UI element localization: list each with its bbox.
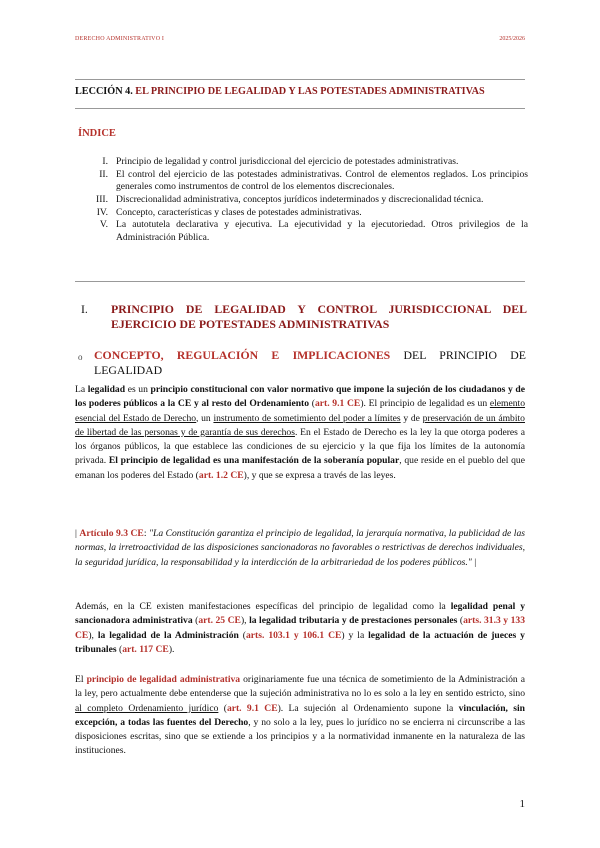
article-reference: arts. 103.1 y 106.1 CE	[246, 629, 342, 641]
text: (	[192, 615, 199, 627]
list-item-text: La autotutela declarativa y ejecutiva. La ejecutividad y la ejecutoriedad. Otros privilegios de la Administración Pública.	[116, 219, 528, 243]
list-item	[78, 194, 528, 206]
underlined-text: elemento esencial del Estado de Derecho	[75, 398, 526, 424]
divider-top	[75, 79, 525, 80]
header-course: DERECHO ADMINISTRATIVO I	[75, 36, 165, 42]
section-heading	[75, 302, 527, 332]
lesson-name: EL PRINCIPIO DE LEGALIDAD Y LAS POTESTADES ADMINISTRATIVAS	[135, 86, 485, 97]
subsection-heading	[78, 348, 526, 378]
underlined-text: al completo Ordenamiento jurídico	[75, 702, 219, 714]
list-item	[78, 219, 528, 243]
bold-text: la legalidad de la Administración	[97, 629, 239, 641]
text: El	[75, 674, 87, 685]
bold-text: El principio de legalidad es una manifestación de la soberanía popular	[108, 455, 400, 467]
list-item	[78, 207, 528, 219]
text: (	[457, 615, 464, 627]
list-item-text: Principio de legalidad y control jurisdiccional del ejercicio de potestades administrativas.	[116, 156, 459, 167]
divider-index	[75, 281, 525, 282]
text: es un	[125, 384, 151, 395]
text: . En el Estado de Derecho es la ley la que otorga poderes a los órganos públicos, la que establece las condiciones de su ejercicio y la que fija los límites de la autonomía privada.	[75, 426, 525, 467]
lesson-title	[75, 86, 525, 97]
bold-text: legalidad penal y sancionadora administrativa	[75, 601, 525, 627]
list-item-text: Discrecionalidad administrativa, conceptos jurídicos indeterminados y discrecionalidad técnica.	[116, 193, 484, 205]
list-item-number: I.	[102, 156, 108, 167]
header-year: 2025/2026	[499, 36, 525, 42]
bold-text: la legalidad tributaria y de prestaciones personales	[249, 615, 458, 627]
bold-text: vinculación, sin excepción, a todas las fuentes del Derecho	[75, 702, 526, 728]
article-reference: arts. 31.3 y 133 CE	[75, 615, 525, 641]
article-reference: art. 117 CE	[122, 643, 169, 655]
list-item	[78, 169, 528, 193]
list-item-number: II.	[99, 168, 108, 180]
text: ) y la	[341, 629, 369, 641]
highlighted-term: principio de legalidad administrativa	[86, 674, 241, 685]
lesson-number: LECCIÓN 4.	[75, 86, 133, 97]
quote-text: "La Constitución garantiza el principio de legalidad, la jerarquía normativa, la publicidad de las normas, la irretroactividad de las disposiciones sancionadoras no favorables o restrictivas de derechos individuales, la seguridad jurídica, la responsabilidad y la interdicción de la arbitrariedad de los poderes públicos."	[75, 528, 525, 568]
text: (	[116, 643, 123, 655]
text: ), y que se expresa a través de las leyes.	[243, 469, 396, 481]
text: ),	[240, 615, 250, 627]
text: Además, en la CE existen manifestaciones específicas del principio de legalidad como la	[75, 601, 451, 612]
subsection-title-rest: DEL PRINCIPIO DE LEGALIDAD	[94, 348, 526, 377]
text: (	[238, 629, 246, 641]
paragraph-legalidad	[75, 383, 525, 483]
list-item-number: III.	[96, 193, 108, 205]
underlined-text: preservación de un ámbito de libertad de las personas y de garantía de sus derechos	[75, 412, 525, 438]
section-title: PRINCIPIO DE LEGALIDAD Y CONTROL JURISDICCIONAL DEL EJERCICIO DE POTESTADES ADMINISTRATIVAS	[111, 302, 527, 331]
text: ). La sujeción al Ordenamiento supone la	[277, 702, 459, 714]
subsection-title-bold: CONCEPTO, REGULACIÓN E IMPLICACIONES	[94, 348, 391, 362]
text: ).	[168, 643, 175, 655]
paragraph-legalidad-administrativa	[75, 673, 525, 759]
text: ). El principio de legalidad es un	[360, 398, 490, 410]
index-list	[78, 156, 528, 244]
article-reference: art. 9.1 CE	[314, 398, 361, 410]
section-number: I.	[81, 302, 88, 316]
text: y de	[400, 412, 423, 424]
text: ),	[88, 629, 98, 641]
bold-text: principio constitucional con valor normativo que impone la sujeción de los ciudadanos y de los poderes públicos a la CE y al resto del Ordenamiento	[75, 384, 526, 410]
page-number: 1	[519, 798, 525, 810]
list-item-text: El control del ejercicio de las potestades administrativas. Control de elementos reglados. Los principios generales como instrumentos de control de los elementos discrecionales.	[116, 168, 528, 192]
text: , un	[196, 412, 214, 424]
text: (	[309, 398, 315, 410]
list-item-text: Concepto, características y clases de potestades administrativas.	[116, 206, 362, 218]
text: :	[143, 528, 149, 539]
text: , que reside en el pueblo del que emanan los poderes del Estado (	[75, 455, 525, 481]
text: La	[75, 384, 88, 395]
bold-text: legalidad de la actuación de jueces y tribunales	[75, 629, 525, 655]
index-title: ÍNDICE	[78, 128, 116, 139]
text: |	[471, 556, 477, 568]
list-item-number: V.	[99, 219, 108, 231]
divider-lesson	[75, 108, 525, 109]
list-item	[78, 156, 528, 168]
article-reference: art. 1.2 CE	[198, 469, 244, 481]
bullet-icon: o	[78, 352, 83, 362]
text: , y no solo a la ley, pues lo jurídico no se encierra ni circunscribe a las disposiciones escritas, sino que se extiende a los principios y a la normatividad inmanente en la naturaleza de las instituciones.	[75, 716, 525, 757]
text: originariamente fue una técnica de sometimiento de la Administración a la ley, pero actualmente debe entenderse que la sujeción administrativa no lo es solo a la ley en sentido estricto, sino	[75, 674, 525, 700]
article-reference: Artículo 9.3 CE	[79, 528, 144, 539]
paragraph-manifestaciones	[75, 600, 525, 657]
text: (	[218, 702, 227, 714]
article-reference: art. 25 CE	[198, 615, 241, 627]
article-reference: art. 9.1 CE	[226, 702, 278, 714]
list-item-number: IV.	[96, 206, 108, 218]
quote-article-9-3	[75, 527, 525, 570]
text: |	[75, 528, 80, 539]
bold-text: legalidad	[87, 384, 126, 395]
underlined-text: instrumento de sometimiento del poder a límites	[213, 412, 401, 424]
